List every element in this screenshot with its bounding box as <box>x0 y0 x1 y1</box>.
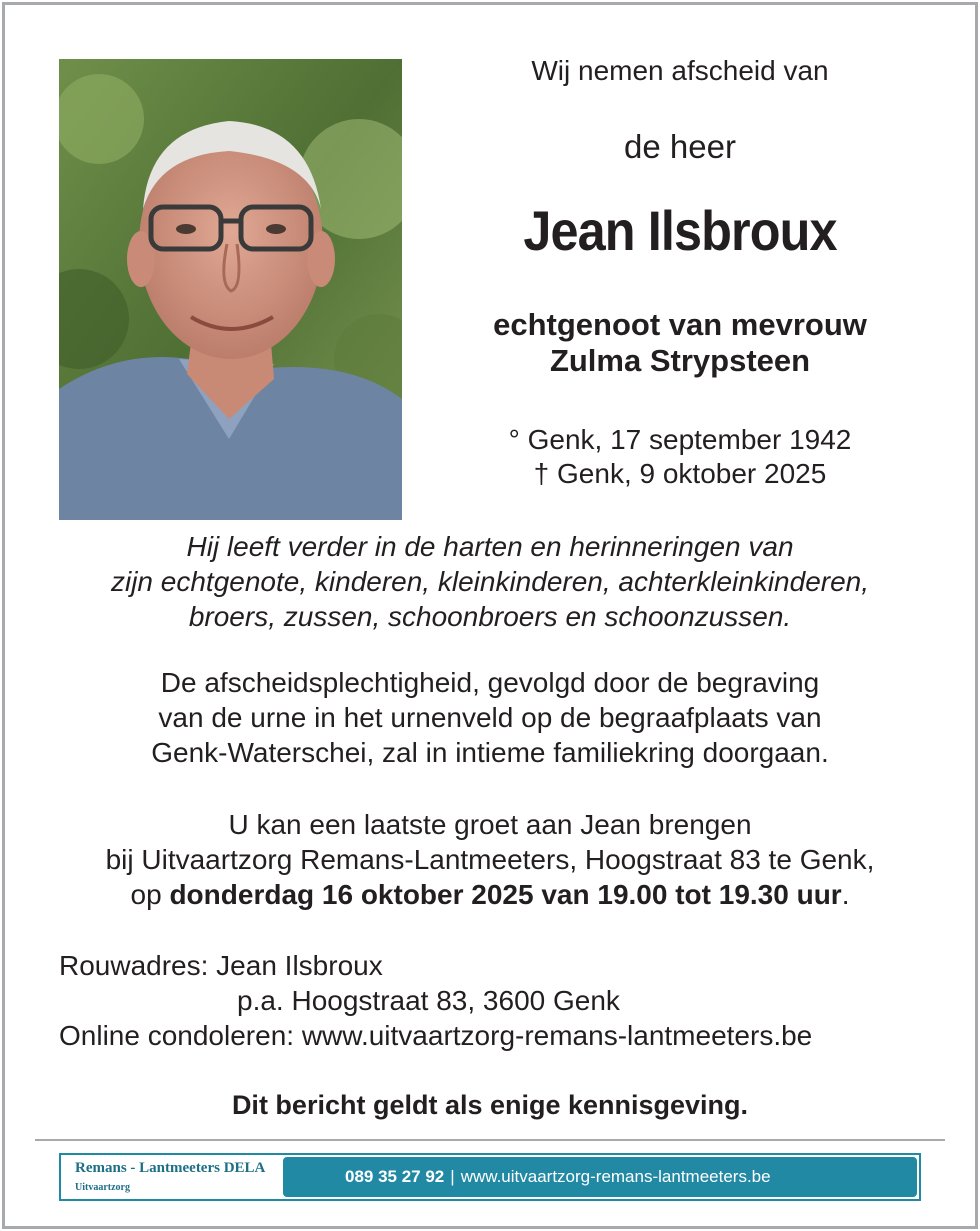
spouse-line-1: echtgenoot van mevrouw <box>493 307 867 342</box>
ceremony-line: van de urne in het urnenveld op de begraafplaats van <box>158 702 822 733</box>
mourning-address-street: p.a. Hoogstraat 83, 3600 Genk <box>237 985 620 1016</box>
separator: | <box>450 1167 455 1186</box>
title-text: de heer <box>624 128 736 165</box>
contact-bar <box>283 1157 917 1197</box>
birth-date: ° Genk, 17 september 1942 <box>508 424 852 455</box>
memorial-verse <box>0 529 980 634</box>
deceased-name: Jean Ilsbroux <box>523 199 837 262</box>
ceremony-line: De afscheidsplechtigheid, gevolgd door de begraving <box>160 667 820 698</box>
spouse-block <box>420 307 940 379</box>
visit-line-3 <box>0 877 980 912</box>
visit-suffix: . <box>841 879 850 910</box>
visitation-text <box>0 807 980 912</box>
verse-line: Hij leeft verder in de harten en herinneringen van <box>186 531 794 562</box>
logo-subtitle: Uitvaartzorg <box>75 1182 130 1193</box>
logo-brand: DELA <box>223 1160 266 1176</box>
ceremony-line: Genk-Waterschei, zal in intieme familiekring doorgaan. <box>151 737 829 768</box>
logo-name: Remans - Lantmeeters <box>75 1160 220 1176</box>
notice-text: Dit bericht geldt als enige kennisgeving. <box>231 1090 749 1120</box>
intro-text: Wij nemen afscheid van <box>531 55 829 86</box>
spouse-line-2: Zulma Strypsteen <box>549 343 811 378</box>
online-condolence-link[interactable]: Online condoleren: www.uitvaartzorg-remans-lantmeeters.be <box>59 1020 813 1051</box>
phone-number[interactable]: 089 35 27 92 <box>345 1167 445 1186</box>
portrait-photo <box>59 59 402 520</box>
death-date: † Genk, 9 oktober 2025 <box>533 458 827 489</box>
visit-line-1: U kan een laatste groet aan Jean brengen <box>228 809 752 840</box>
mourning-address-name: Rouwadres: Jean Ilsbroux <box>59 950 383 981</box>
divider <box>35 1139 945 1141</box>
dates-block <box>420 423 940 491</box>
visit-datetime: donderdag 16 oktober 2025 van 19.00 tot 19.30 uur <box>169 879 842 910</box>
verse-line: zijn echtgenote, kinderen, kleinkinderen, achterkleinkinderen, <box>110 566 870 597</box>
ceremony-text <box>0 665 980 770</box>
funeral-home-banner <box>59 1153 921 1201</box>
verse-line: broers, zussen, schoonbroers en schoonzussen. <box>188 601 792 632</box>
visit-line-2: bij Uitvaartzorg Remans-Lantmeeters, Hoogstraat 83 te Genk, <box>105 844 875 875</box>
website-link[interactable]: www.uitvaartzorg-remans-lantmeeters.be <box>460 1167 771 1186</box>
funeral-home-logo <box>75 1160 265 1177</box>
visit-prefix: op <box>130 879 170 910</box>
